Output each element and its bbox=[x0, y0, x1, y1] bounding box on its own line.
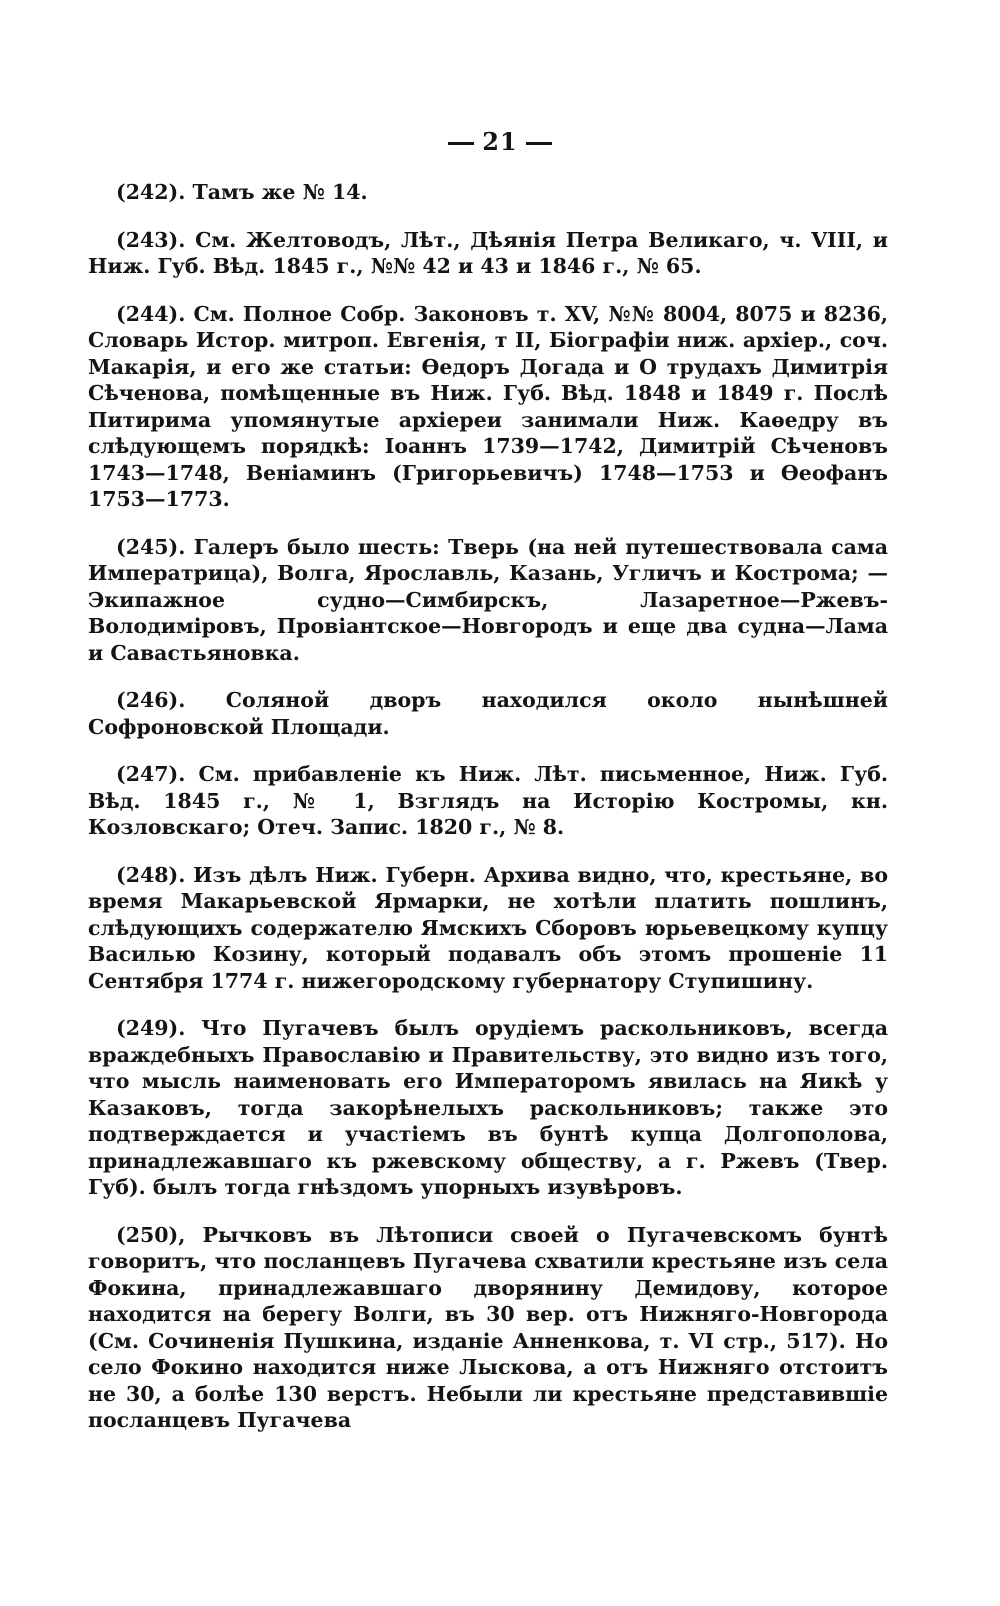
endnote-242 bbox=[88, 179, 888, 206]
endnote-number: (243). bbox=[116, 227, 186, 252]
endnote-number: (246). bbox=[116, 688, 186, 712]
left-dash bbox=[448, 142, 474, 145]
endnote-number: (250), bbox=[116, 1222, 186, 1247]
endnote-248 bbox=[88, 862, 888, 995]
endnote-246 bbox=[88, 687, 888, 740]
page-number bbox=[0, 127, 1000, 156]
endnote-247 bbox=[88, 761, 888, 841]
endnote-text: Что Пугачевъ былъ орудіемъ раскольниковъ, всегда враждебныхъ Православію и Правительству, это видно изъ того, что мысль наименовать его Императоромъ явилась на Яикѣ у Казаковъ, тогда закорѣнелыхъ раскольниковъ; также это подтверждается и участіемъ въ бунтѣ купца Долгополова, принадлежавшаго къ ржевскому обществу, а г. Ржевъ (Твер. Губ). былъ тогда гнѣздомъ упорныхъ изувѣровъ. bbox=[88, 1016, 889, 1199]
endnote-text: Тамъ же № 14. bbox=[192, 180, 368, 204]
endnote-number: (244). bbox=[116, 301, 186, 326]
endnote-249 bbox=[88, 1015, 888, 1201]
endnote-number: (245). bbox=[116, 534, 186, 559]
endnote-number: (247). bbox=[116, 762, 186, 786]
endnote-text: Соляной дворъ находился около нынѣшней Софроновской Площади. bbox=[88, 688, 889, 739]
endnotes-list bbox=[88, 179, 888, 1455]
endnote-text: См. прибавленіе къ Ниж. Лѣт. письменное, Ниж. Губ. Вѣд. 1845 г., № 1, Взглядъ на Исторію Костромы, кн. Козловскаго; Отеч. Запис. 1820 г., № 8. bbox=[88, 762, 888, 839]
endnote-243 bbox=[88, 227, 888, 280]
endnote-text: См. Полное Собр. Законовъ т. XV, №№ 8004, 8075 и 8236, Словарь Истор. митроп. Евгенія, т II, Біографіи ниж. архіер., соч. Макарія, и его же статьи: Ѳедоръ Догада и О трудахъ Димитрія Сѣченова, помѣщенные въ Ниж. Губ. Вѣд. 1848 и 1849 г. Послѣ Питирима упомянутые архіереи занимали Ниж. Каѳедру въ слѣдующемъ порядкѣ: Іоаннъ 1739—1742, Димитрій Сѣченовъ 1743—1748, Веніаминъ (Григорьевичъ) 1748—1753 и Ѳеофанъ 1753—1773. bbox=[88, 301, 889, 511]
endnote-text: Галеръ было шесть: Тверь (на ней путешествовала сама Императрица), Волга, Ярославль, Казань, Угличъ и Кострома; —Экипажное судно—Симбирскъ, Лазаретное—Ржевъ-Володиміровъ, Провіантское—Новгородъ и еще два судна—Лама и Савастьяновка. bbox=[88, 534, 889, 665]
endnote-number: (249). bbox=[116, 1016, 186, 1040]
endnote-250 bbox=[88, 1222, 888, 1434]
endnote-number: (248). bbox=[116, 862, 186, 887]
endnote-text: Рычковъ въ Лѣтописи своей о Пугачевскомъ бунтѣ говоритъ, что посланцевъ Пугачева схватили крестьяне изъ села Фокина, принадлежавшаго дворянину Демидову, которое находится на берегу Волги, въ 30 вер. отъ Нижняго-Новгорода (См. Сочиненія Пушкина, изданіе Анненкова, т. VI стр., 517). Но село Фокино находится ниже Лыскова, а отъ Нижняго отстоитъ не 30, а болѣе 130 верстъ. Небыли ли крестьяне представившіе посланцевъ Пугачева bbox=[88, 1222, 889, 1432]
page-number-text: 21 bbox=[482, 127, 518, 156]
endnote-text: Изъ дѣлъ Ниж. Губерн. Архива видно, что, крестьяне, во время Макарьевской Ярмарки, не хотѣли платить пошлинъ, слѣдующихъ содержателю Ямскихъ Сборовъ юрьевецкому купцу Василью Козину, который подавалъ объ этомъ прошеніе 11 Сентября 1774 г. нижегородскому губернатору Ступишину. bbox=[88, 862, 888, 993]
endnote-number: (242). bbox=[116, 180, 186, 204]
endnote-245 bbox=[88, 534, 888, 667]
endnote-text: См. Желтоводъ, Лѣт., Дѣянія Петра Великаго, ч. VIII, и Ниж. Губ. Вѣд. 1845 г., №№ 42 и 43 и 1846 г., № 65. bbox=[88, 227, 888, 278]
right-dash bbox=[526, 142, 552, 145]
endnote-244 bbox=[88, 301, 888, 513]
